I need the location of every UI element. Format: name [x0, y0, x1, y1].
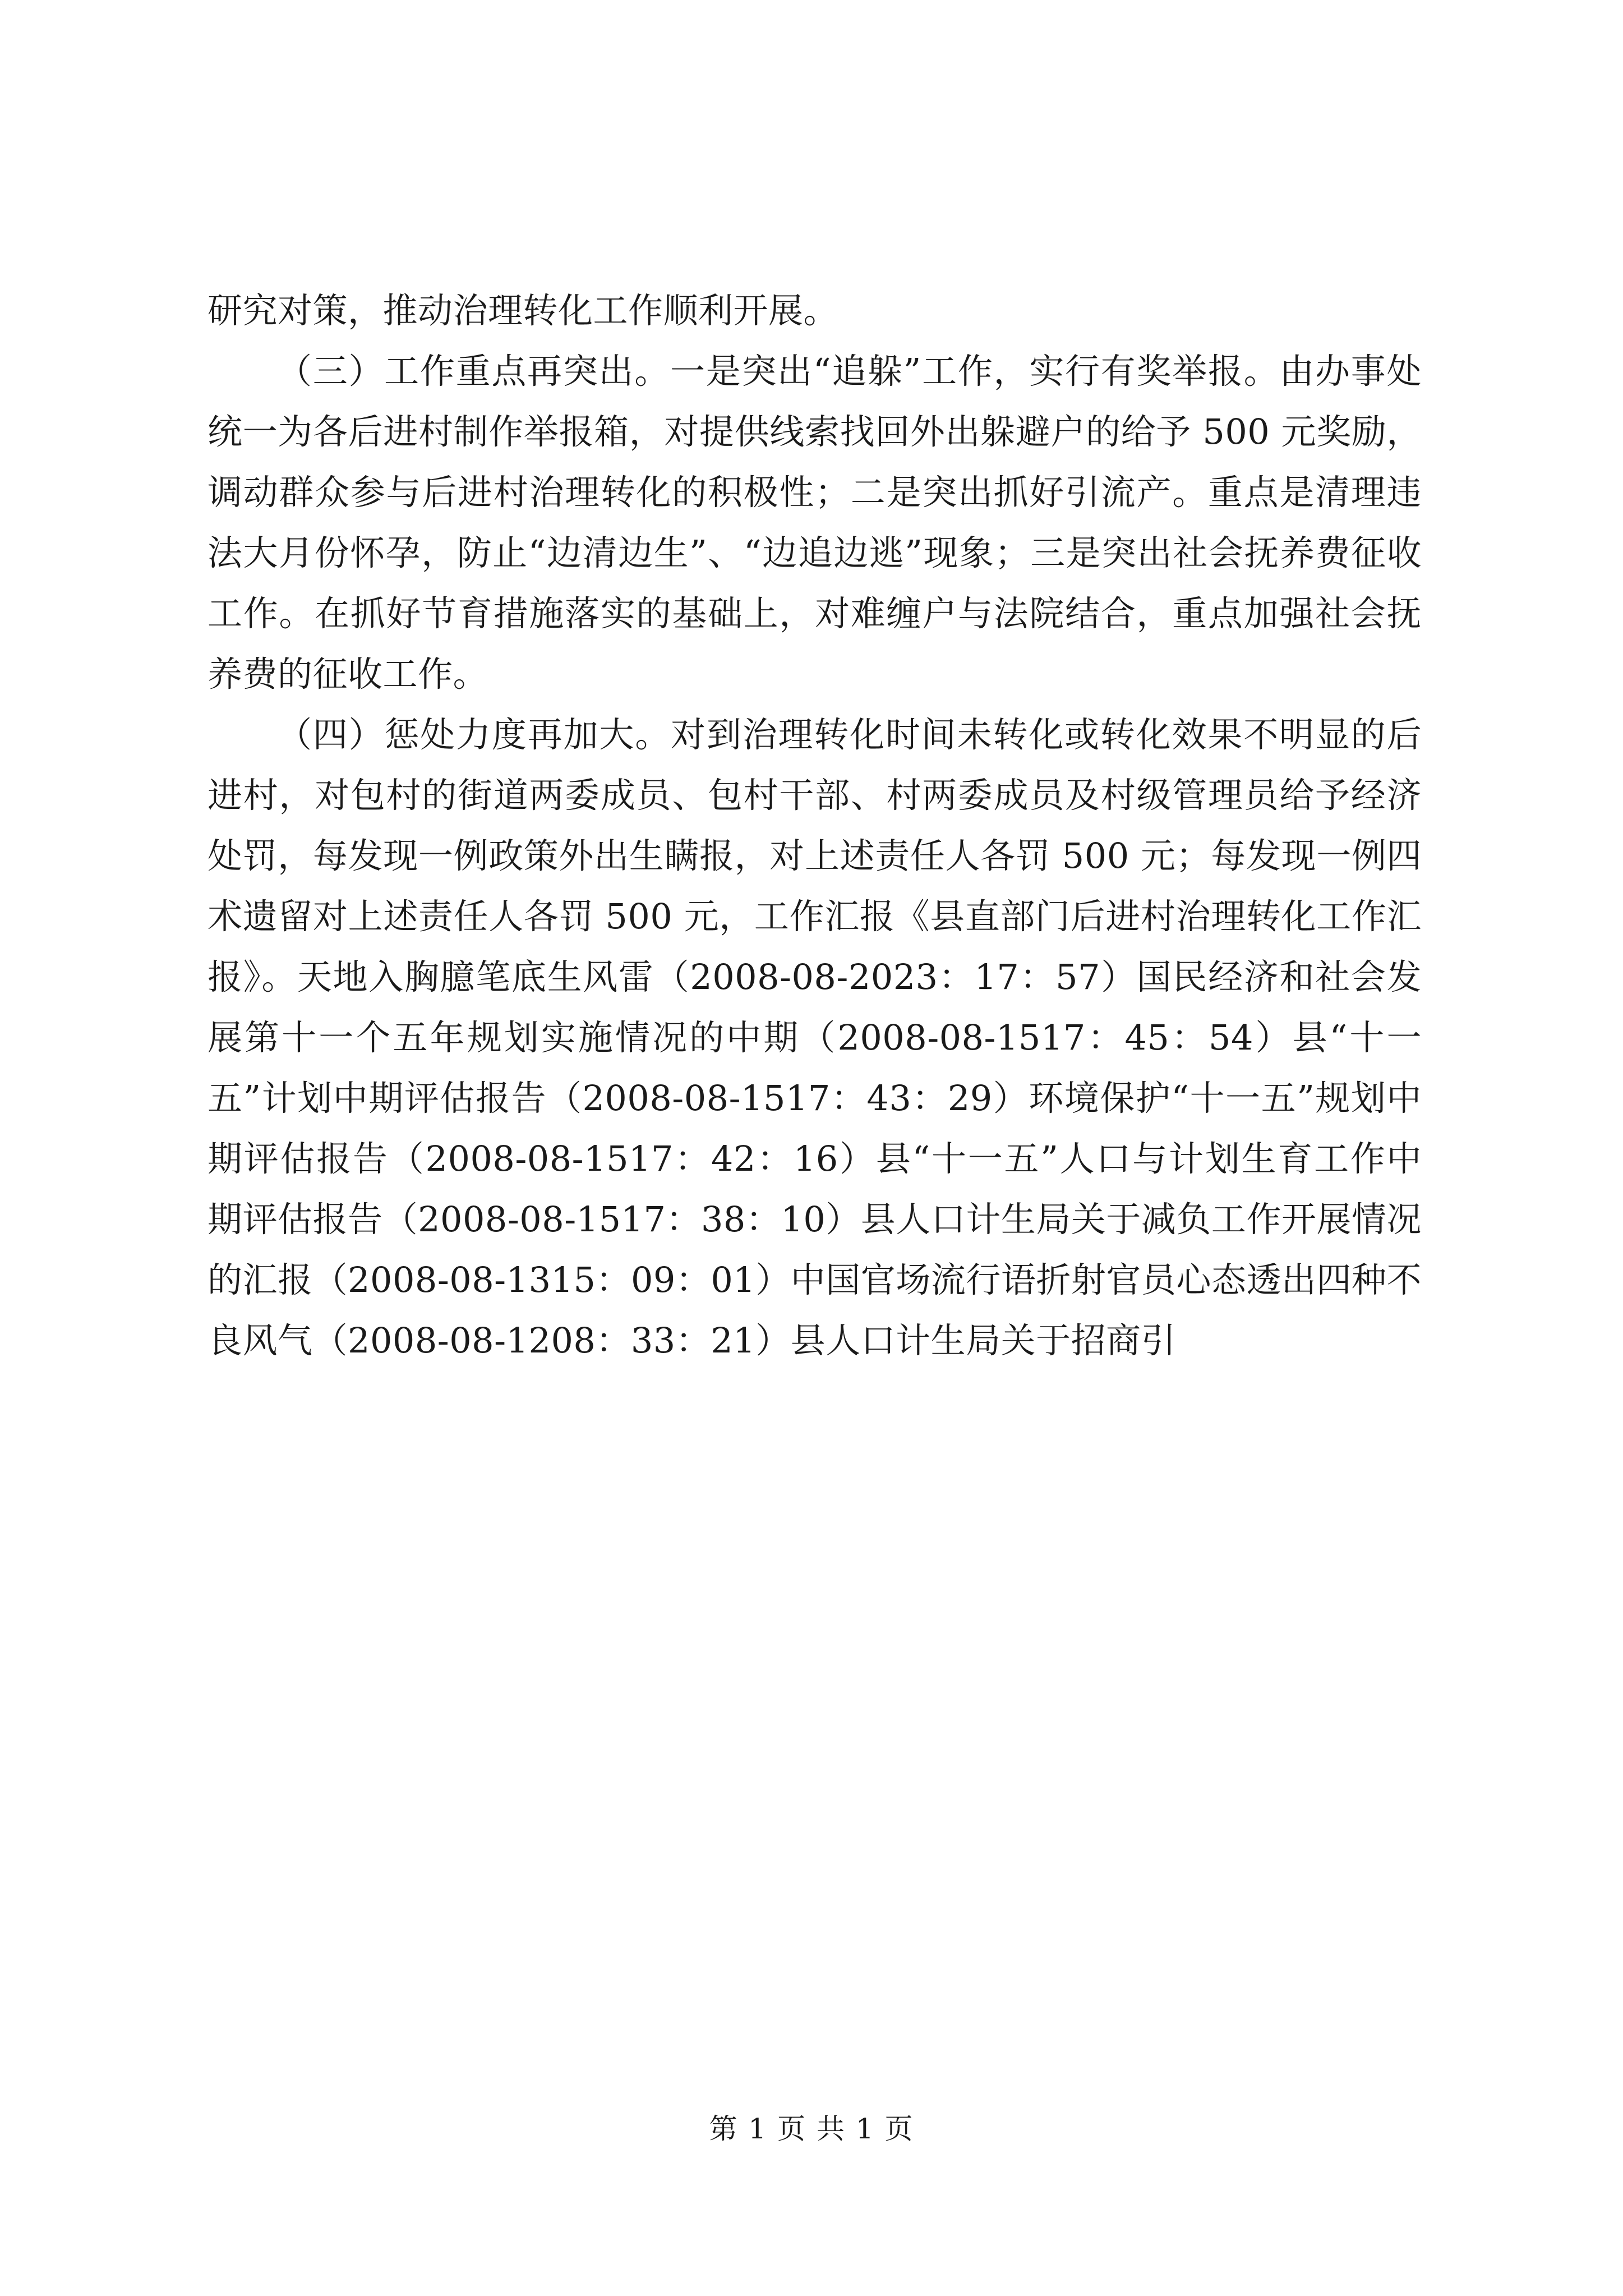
- paragraph-2: （三）工作重点再突出。一是突出“追躲”工作，实行有奖举报。由办事处统一为各后进村制作举报箱，对提供线索找回外出躲避户的给予 500 元奖励，调动群众参与后进村治理转化的积极性；二是突出抓好引流产。重点是清理违法大月份怀孕，防止“边清边生”、“边追边逃”现象；三是突出社会抚养费征收工作。在抓好节育措施落实的基础上，对难缠户与法院结合，重点加强社会抚养费的征收工作。: [208, 351, 1422, 694]
- document-body: [208, 280, 1422, 1371]
- paragraph-3: （四）惩处力度再加大。对到治理转化时间未转化或转化效果不明显的后进村，对包村的街道两委成员、包村干部、村两委成员及村级管理员给予经济处罚，每发现一例政策外出生瞒报，对上述责任人各罚 500 元；每发现一例四术遗留对上述责任人各罚 500 元，工作汇报《县直部门后进村治理转化工作汇报》。天地入胸臆笔底生风雷（2008-08-2023：17：57）国民经济和社会发展第十一个五年规划实施情况的中期（2008-08-1517：45：54）县“十一五”计划中期评估报告（2008-08-1517：43：29）环境保护“十一五”规划中期评估报告（2008-08-1517：42：16）县“十一五”人口与计划生育工作中期评估报告（2008-08-1517：38：10）县人口计生局关于减负工作开展情况的汇报（2008-08-1315：09：01）中国官场流行语折射官员心态透出四种不良风气（2008-08-1208：33：21）县人口计生局关于招商引: [208, 714, 1422, 1361]
- page-footer: 第 1 页 共 1 页: [709, 2113, 914, 2145]
- paragraph-1: 研究对策，推动治理转化工作顺利开展。: [208, 290, 839, 331]
